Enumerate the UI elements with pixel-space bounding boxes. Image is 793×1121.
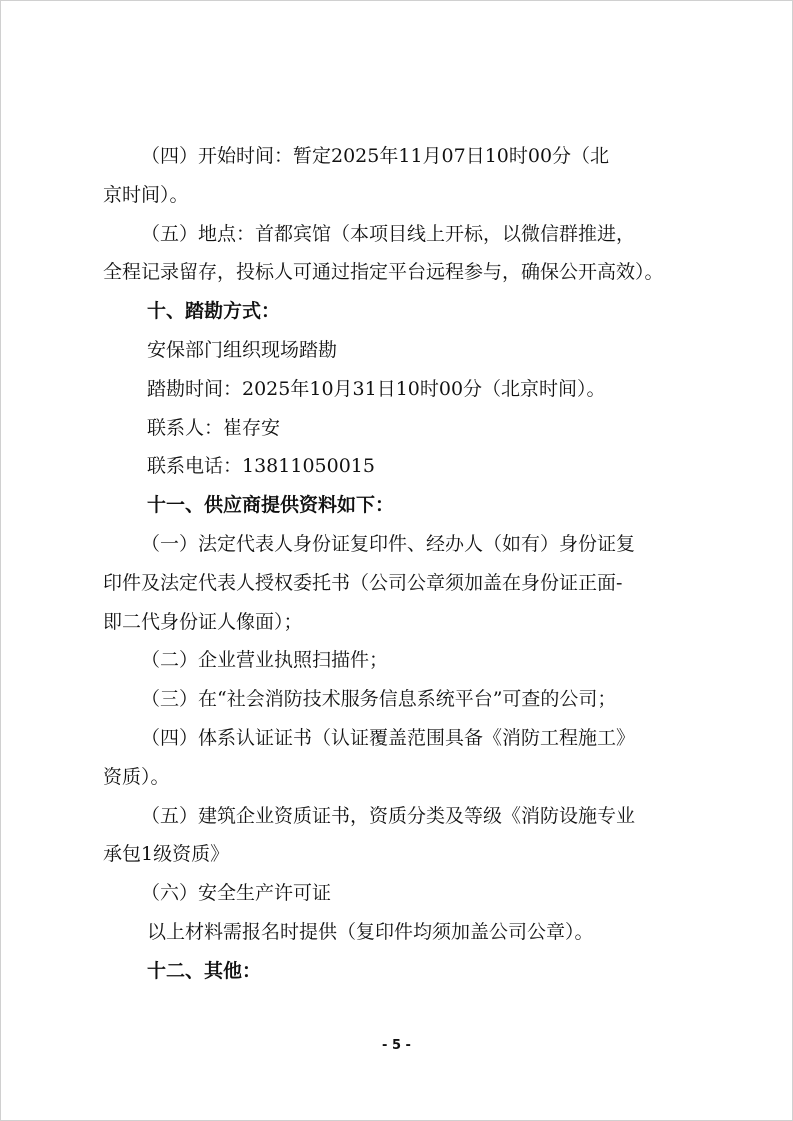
paragraph-contact-person: 联系人：崔存安 [147,416,281,439]
document-body [103,137,703,991]
paragraph-item-5-cont: 承包1级资质》 [103,843,230,866]
paragraph-start-time-cont: 京时间）。 [103,183,189,206]
paragraph-item-3: （三）在“社会消防技术服务信息系统平台”可查的公司； [141,688,617,711]
paragraph-item-1-cont: 印件及法定代表人授权委托书（公司公章须加盖在身份证正面- [103,571,623,594]
paragraph-item-4: （四）体系认证证书（认证覆盖范围具备《消防工程施工》 [141,726,636,749]
page-number: - 5 - [382,1038,411,1053]
paragraph-location: （五）地点：首都宾馆（本项目线上开标，以微信群推进， [141,222,636,245]
paragraph-start-time: （四）开始时间：暂定2025年11月07日10时00分（北 [141,145,610,167]
paragraph-materials-note: 以上材料需报名时提供（复印件均须加盖公司公章）。 [147,920,594,943]
section-heading-site-survey: 十、踏勘方式： [147,300,281,323]
paragraph-item-1-cont2: 即二代身份证人像面）； [103,610,303,633]
paragraph-item-4-cont: 资质）。 [103,765,170,788]
paragraph-contact-phone: 联系电话：13811050015 [147,455,375,478]
paragraph-survey-time: 踏勘时间：2025年10月31日10时00分（北京时间）。 [147,377,606,400]
paragraph-item-6: （六）安全生产许可证 [141,882,332,905]
paragraph-item-1: （一）法定代表人身份证复印件、经办人（如有）身份证复 [141,532,636,555]
section-heading-supplier-materials: 十一、供应商提供资料如下： [147,494,395,517]
paragraph-location-cont: 全程记录留存，投标人可通过指定平台远程参与，确保公开高效）。 [103,261,664,284]
paragraph-item-5: （五）建筑企业资质证书，资质分类及等级《消防设施专业 [141,804,636,827]
paragraph-item-2: （二）企业营业执照扫描件； [141,649,389,672]
paragraph-survey-org: 安保部门组织现场踏勘 [147,338,338,361]
section-heading-other: 十二、其他： [147,959,262,982]
